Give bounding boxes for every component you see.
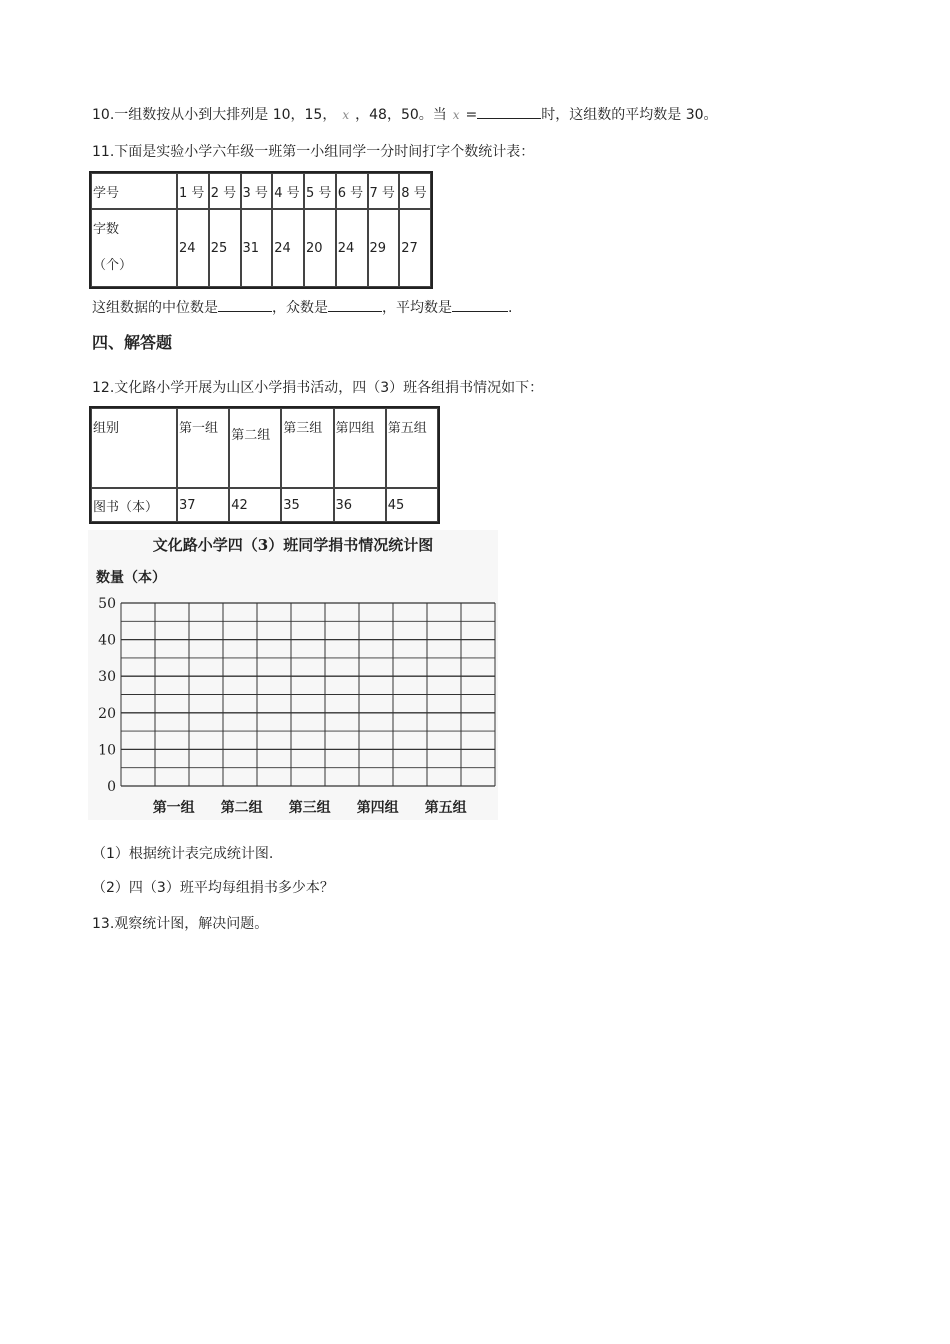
q10-equals: = [465,107,478,123]
table-cell: 第二组 [229,408,281,488]
x-category-label: 第四组 [356,800,399,816]
table-row [91,173,431,209]
table-cell: 8 号 [399,173,431,209]
table-cell: 20 [304,209,336,287]
book-donation-table [89,406,440,524]
x-variable: x [342,108,350,122]
x-category-label: 第一组 [152,800,195,816]
table-cell: 1 号 [177,173,209,209]
x-variable: x [452,108,460,122]
q11-intro: 11.下面是实验小学六年级一班第一小组同学一分时间打字个数统计表： [92,144,535,160]
table-cell: 5 号 [304,173,336,209]
row-label [91,209,177,287]
q11-questions [92,297,512,317]
table-cell: 3 号 [241,173,273,209]
y-tick-label: 10 [98,742,116,759]
table-cell: 2 号 [209,173,241,209]
donation-chart[interactable] [88,530,498,820]
table-cell: 第一组 [177,408,229,488]
q10-prefix: 10.一组数按从小到大排列是 10，15， [92,107,337,123]
table-cell: 36 [334,488,386,522]
table-cell: 第四组 [334,408,386,488]
table-cell: 24 [336,209,368,287]
y-tick-label: 20 [98,705,116,722]
y-tick-label: 30 [98,669,116,686]
mean-label: ，平均数是 [382,300,452,316]
x-category-label: 第五组 [424,800,467,816]
table-cell: 35 [281,488,333,522]
table-cell: 25 [209,209,241,287]
table-cell: 4 号 [272,173,304,209]
table-cell: 27 [399,209,431,287]
q12-sub2: （2）四（3）班平均每组捐书多少本？ [92,880,334,896]
mode-blank[interactable] [328,297,382,312]
mode-label: ，众数是 [272,300,328,316]
median-label: 这组数据的中位数是 [92,300,218,316]
table-row [91,209,431,287]
chart-title: 文化路小学四（3）班同学捐书情况统计图 [152,536,434,554]
table-cell: 31 [241,209,273,287]
row-label: 图书（本） [91,488,177,522]
y-tick-label: 0 [107,779,116,795]
table-row [91,488,438,522]
table-cell: 第三组 [281,408,333,488]
q10-suffix: 时，这组数的平均数是 30。 [541,107,718,123]
table-cell: 6 号 [336,173,368,209]
answer-blank[interactable] [477,104,541,119]
question-end: . [508,300,513,316]
table-row [91,408,438,488]
table-cell: 45 [386,488,438,522]
y-axis-label: 数量（本） [96,570,166,586]
table-cell: 24 [177,209,209,287]
q10-mid: ，48，50。当 [355,107,447,123]
row-label-line2: （个） [93,258,133,273]
question-10 [92,104,718,124]
table-cell: 24 [272,209,304,287]
q13-intro: 13.观察统计图，解决问题。 [92,916,269,932]
section-title: 四、解答题 [92,333,173,352]
typing-stats-table [89,171,433,289]
q12-intro: 12.文化路小学开展为山区小学捐书活动，四（3）班各组捐书情况如下： [92,380,544,396]
table-cell: 42 [229,488,281,522]
table-cell: 7 号 [368,173,400,209]
table-cell: 37 [177,488,229,522]
median-blank[interactable] [218,297,272,312]
header-label: 组别 [91,408,177,488]
x-category-label: 第二组 [220,800,263,816]
header-label: 学号 [91,173,177,209]
table-cell: 29 [368,209,400,287]
row-label-line1: 字数 [93,222,120,237]
y-tick-label: 50 [98,596,116,612]
y-tick-label: 40 [98,632,116,649]
table-cell: 第五组 [386,408,438,488]
mean-blank[interactable] [452,297,508,312]
q12-sub1: （1）根据统计表完成统计图. [92,846,274,862]
x-category-label: 第三组 [288,800,331,816]
